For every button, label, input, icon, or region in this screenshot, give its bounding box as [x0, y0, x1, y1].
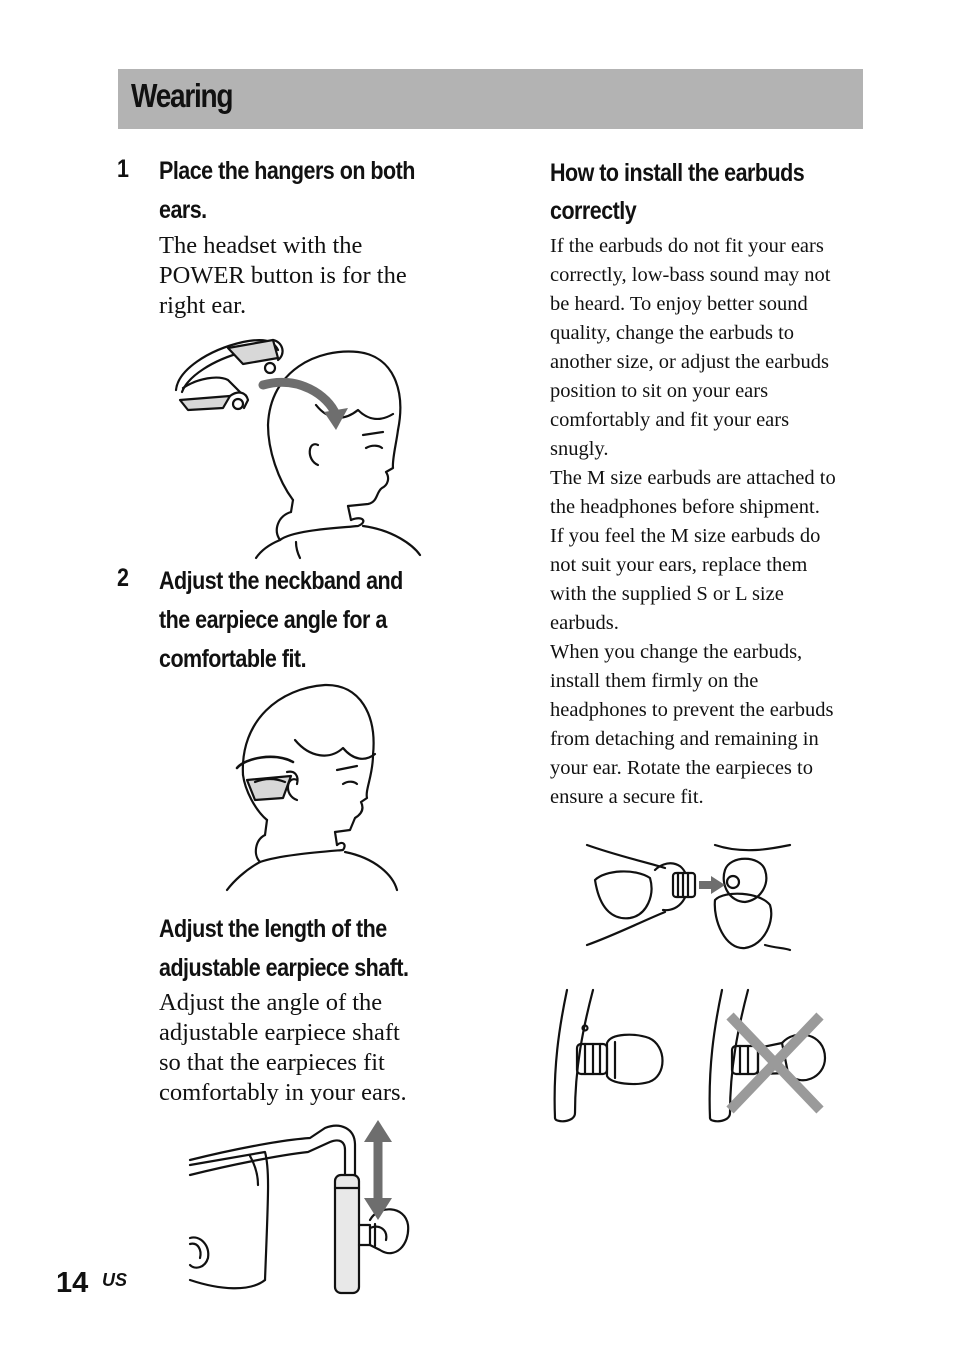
install-paragraph-1 — [550, 232, 870, 464]
install-line: correctly, low-bass sound may not — [550, 264, 831, 286]
incorrect-fit-illustration — [700, 988, 830, 1128]
install-line: If you feel the M size earbuds do — [550, 525, 821, 547]
step-2-number: 2 — [117, 564, 129, 592]
section-header — [118, 69, 863, 129]
install-line: the headphones before shipment. — [550, 496, 820, 518]
step-2-heading-line: Adjust the neckband and — [159, 567, 403, 595]
step-1-number: 1 — [117, 155, 129, 183]
step-1-body-line: POWER button is for the — [159, 262, 407, 289]
install-line: ensure a secure fit. — [550, 786, 704, 808]
adjust-shaft-body — [159, 988, 479, 1108]
install-line: quality, change the earbuds to — [550, 322, 795, 344]
install-line: earbuds. — [550, 612, 619, 634]
cross-mark-icon — [730, 1016, 820, 1110]
step-1-body-line: The headset with the — [159, 232, 363, 259]
install-line: comfortably and fit your ears — [550, 409, 790, 431]
adjust-shaft-heading-line: adjustable earpiece shaft. — [159, 954, 409, 982]
adjust-shaft-heading-line: Adjust the length of the — [159, 915, 387, 943]
install-heading-line: correctly — [550, 197, 637, 225]
install-line: The M size earbuds are attached to — [550, 467, 836, 489]
page-region: US — [102, 1270, 128, 1290]
adjust-shaft-heading — [159, 910, 443, 988]
adjust-shaft-body-line: adjustable earpiece shaft — [159, 1019, 400, 1046]
adjustable-shaft-illustration — [190, 1120, 415, 1300]
adjust-shaft-body-line: so that the earpieces fit — [159, 1049, 385, 1076]
install-line: your ear. Rotate the earpieces to — [550, 757, 813, 779]
install-paragraph-2 — [550, 464, 870, 638]
earbud-attach-illustration — [585, 840, 795, 960]
adjust-shaft-body-line: Adjust the angle of the — [159, 989, 383, 1016]
step-1-heading — [159, 152, 443, 230]
step-1-heading-line: ears. — [159, 196, 207, 224]
install-paragraph-3 — [550, 638, 870, 812]
install-line: snugly. — [550, 438, 609, 460]
install-line: be heard. To enjoy better sound — [550, 293, 808, 315]
install-line: If the earbuds do not fit your ears — [550, 235, 824, 257]
putting-on-headset-illustration — [168, 330, 428, 560]
step-1-heading-line: Place the hangers on both — [159, 157, 415, 185]
install-line: not suit your ears, replace them — [550, 554, 808, 576]
install-line: with the supplied S or L size — [550, 583, 784, 605]
adjust-shaft-body-line: comfortably in your ears. — [159, 1079, 407, 1106]
step-2-heading — [159, 562, 443, 679]
install-line: another size, or adjust the earbuds — [550, 351, 829, 373]
wearing-side-view-illustration — [225, 680, 405, 895]
install-line: position to sit on your ears — [550, 380, 769, 402]
install-line: install them firmly on the — [550, 670, 759, 692]
correct-fit-illustration — [545, 988, 675, 1128]
install-heading-line: How to install the earbuds — [550, 159, 805, 187]
install-line: headphones to prevent the earbuds — [550, 699, 834, 721]
step-2-heading-line: comfortable fit. — [159, 645, 307, 673]
step-1-body — [159, 231, 459, 321]
page-number: 14 — [56, 1267, 89, 1299]
step-2-heading-line: the earpiece angle for a — [159, 606, 387, 634]
install-earbuds-body — [550, 232, 870, 812]
section-title: Wearing — [131, 77, 233, 114]
install-earbuds-heading — [550, 154, 804, 230]
install-line: When you change the earbuds, — [550, 641, 803, 663]
step-1-body-line: right ear. — [159, 292, 247, 319]
install-line: from detaching and remaining in — [550, 728, 819, 750]
